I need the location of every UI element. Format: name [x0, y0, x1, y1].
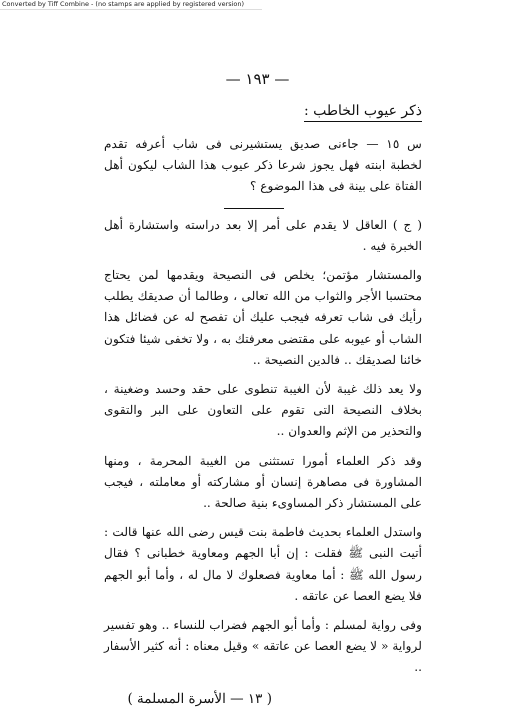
answer-paragraph: ( ج ) العاقل لا يقدم على أمر إلا بعد دراسته واستشارة أهل الخبرة فيه . — [104, 217, 422, 253]
converter-banner: Converted by Tiff Combine - (no stamps are applied by registered version) — [0, 0, 262, 10]
section-heading — [104, 100, 422, 122]
body-paragraph: واستدل العلماء بحديث فاطمة بنت قيس رضى الله عنها قالت : أتيت النبى ﷺ فقلت : إن أبا الجهم ومعاوية خطبانى ؟ فقال رسول الله ﷺ : أما معاوية فصعلوك لا مال له ، وأما أبو الجهم فلا يضع العصا عن عاتقه . — [104, 525, 422, 603]
body-paragraph: وفى رواية لمسلم : وأما أبو الجهم فضراب للنساء .. وهو تفسير لرواية « لا يضع العصا عن عاتقه » وقيل معناه : أنه كثير الأسفار .. — [104, 618, 422, 675]
body-paragraph: ولا يعد ذلك غيبة لأن الغيبة تنطوى على حقد وحسد وضغينة ، بخلاف النصيحة التى تقوم على التعاون على البر والتقوى والتحذير من الإثم والعدوان .. — [104, 382, 422, 439]
body-paragraph: وقد ذكر العلماء أمورا تستثنى من الغيبة المحرمة ، ومنها المشاورة فى مصاهرة إنسان أو مشاركته أو معاملته ، فيجب على المستشار ذكر المساوىء بنية صالحة .. — [104, 453, 422, 511]
separator-line — [224, 208, 284, 209]
section-heading-text: ذكر عيوب الخاطب : — [304, 103, 422, 122]
document-body — [104, 100, 422, 710]
book-title-footer: ( ١٣ — الأسرة المسلمة ) — [127, 690, 272, 707]
question-paragraph: س ١٥ — جاءنى صديق يستشيرنى فى شاب أعرفه تقدم لخطبة ابنته فهل يجوز شرعا ذكر عيوب هذا الشاب ليكون أهل الفتاة على بينة فى هذا الموضوع ؟ — [104, 137, 422, 194]
page-number: — ١٩٣ — — [225, 70, 290, 88]
body-paragraph: والمستشار مؤتمن؛ يخلص فى النصيحة ويقدمها لمن يحتاج محتسبا الأجر والثواب من الله تعالى ، وطالما أن صديقك يطلب رأيك فى شاب تعرفه فيجب عليك أن تفصح له عن فضائل هذا الشاب أو عيوبه على مقتضى معرفتك به ، ولا تخفى شيئا فتكون خائنا لصديقك .. فالدين النصيحة .. — [104, 268, 422, 367]
